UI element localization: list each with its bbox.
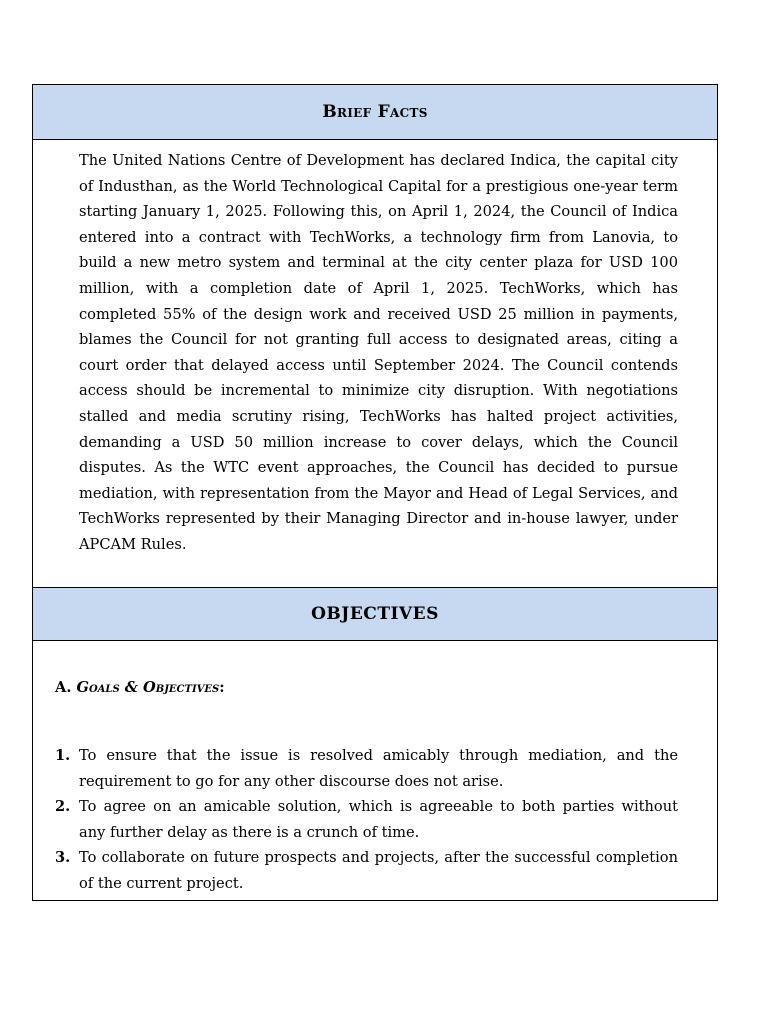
objectives-header [33,587,717,641]
goals-heading [55,679,225,696]
goal-number: 1. [55,747,71,764]
brief-facts-paragraph: The United Nations Centre of Development has declared Indica, the capital city of Industhan, as the World Technological Capital for a prestigious one-year term starting January 1, 2025. Following this, on April 1, 2024, the Council of Indica entered into a contract with TechWorks, a technology firm from Lanovia, to build a new metro system and terminal at the city center plaza for USD 100 million, with a completion date of April 1, 2025. TechWorks, which has completed 55% of the design work and received USD 25 million in payments, blames the Council for not granting full access to designated areas, citing a court order that delayed access until September 2024. The Council contends access should be incremental to minimize city disruption. With negotiations stalled and media scrutiny rising, TechWorks has halted project activities, demanding a USD 50 million increase to cover delays, which the Council disputes. As the WTC event approaches, the Council has decided to pursue mediation, with representation from the Mayor and Head of Legal Services, and TechWorks represented by their Managing Director and in-house lawyer, under APCAM Rules. [79,152,678,553]
objectives-body [33,641,717,900]
goal-text: To agree on an amicable solution, which is agreeable to both parties without any further delay as there is a crunch of time. [79,798,678,841]
list-item [55,845,678,896]
goal-number: 2. [55,798,71,816]
goals-letter: A. [55,679,72,696]
brief-facts-title: Brief Facts [322,102,428,122]
list-item [55,743,678,794]
goal-text: To collaborate on future prospects and projects, after the successful completion of the current project. [79,849,678,892]
document-table [32,84,718,901]
goals-title: Goals & Objectives [76,679,220,696]
list-item [55,794,678,845]
goals-suffix: : [219,679,225,696]
brief-facts-body [33,140,717,587]
objectives-title: OBJECTIVES [311,604,439,624]
goal-text: To ensure that the issue is resolved amicably through mediation, and the requirement to go for any other discourse does not arise. [79,747,678,790]
goals-list [55,743,678,897]
goal-number: 3. [55,849,71,867]
brief-facts-header [33,85,717,140]
